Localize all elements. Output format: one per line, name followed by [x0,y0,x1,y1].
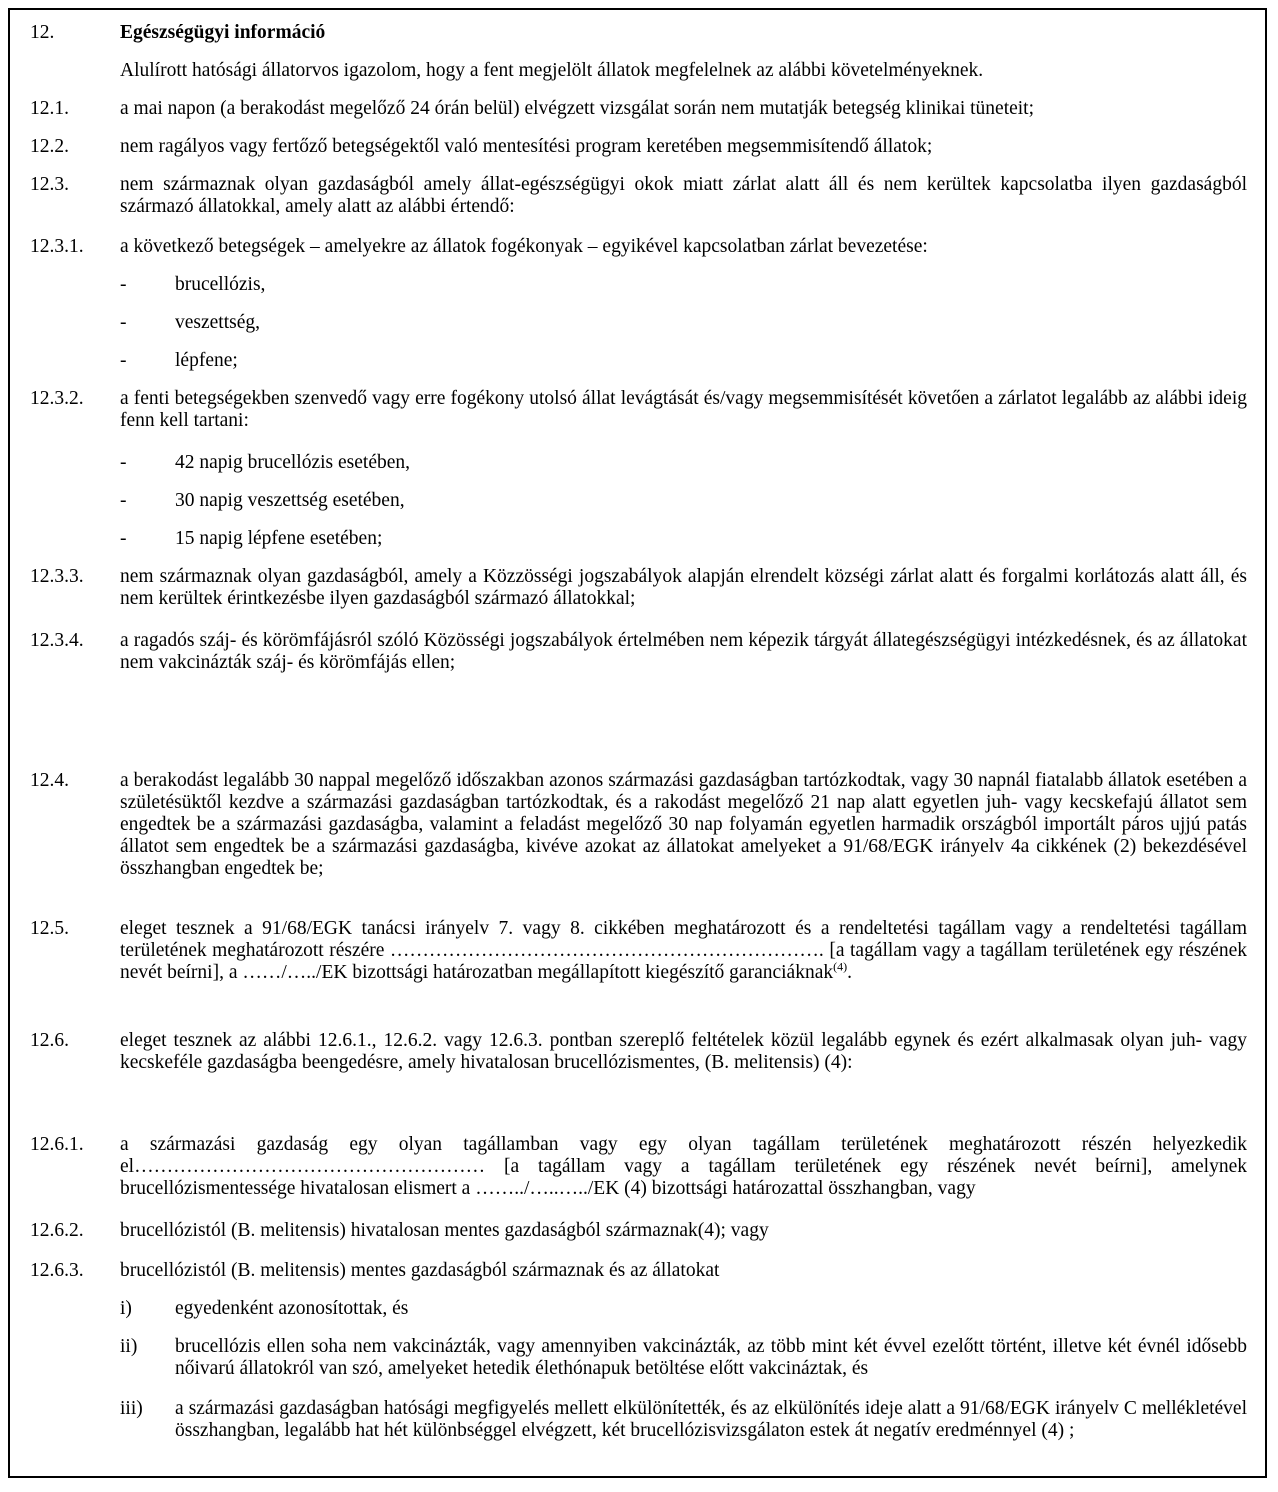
clause-text: a berakodást legalább 30 nappal megelőző időszakban azonos származási gazdaságban tartózkodtak, vagy 30 napnál fiatalabb állatok esetében a születésüktől kezdve a származási gazdaságban tartózkodtak, és a rakodást megelőző 21 nap alatt egyetlen juh- vagy kecskefajú állatot sem engedtek be a származási gazdaságba, valamint a feladást megelőző 30 nap folyamán egyetlen harmadik országból importált páros ujjú patás állatot sem engedtek be a származási gazdaságba, kivéve azokat az állatokat amelyeket a 91/68/EGK irányelv 4a cikkének (2) bekezdésével összhangban engedtek be; [120,770,1247,879]
clause-number: 12.3.1. [30,236,84,257]
clause-number: 12.3.3. [30,566,84,587]
list-item-text: lépfene; [175,350,238,371]
section-number: 12. [30,22,55,43]
clause-number: 12.3.2. [30,388,84,409]
roman-marker: iii) [120,1398,143,1419]
list-dash: - [120,312,127,333]
clause-text: eleget tesznek az alábbi 12.6.1., 12.6.2. vagy 12.6.3. pontban szereplő feltételek közül legalább egynek és ezért alkalmasak olyan juh- vagy kecskeféle gazdaságba beengedésre, amely hivatalosan brucellózismentes, (B. melitensis) (4): [120,1030,1247,1073]
section-title: Egészségügyi információ [120,22,326,43]
list-item-text: veszettség, [175,312,261,333]
clause-number: 12.3. [30,174,69,195]
clause-text: a származási gazdaság egy olyan tagállamban vagy egy olyan tagállam területének meghatározott részén helyezkedik el……………………………………………… [a tagállam vagy a tagállam területének egy részének nevét beírni], amelynek brucellózismentessége hivatalosan elismert a ……../…..…../EK (4) bizottsági határozattal összhangban, vagy [120,1134,1247,1199]
list-item-text: brucellózis, [175,274,266,295]
roman-item-text: a származási gazdaságban hatósági megfigyelés mellett elkülönítették, és az elkülönítés ideje alatt a 91/68/EGK irányelv C mellékletével összhangban, legalább hat hét különbséggel elvégzett, két brucellózisvizsgálaton estek át negatív eredménnyel (4) ; [175,1398,1247,1441]
roman-item-text: egyedenként azonosítottak, és [175,1298,409,1319]
list-dash: - [120,452,127,473]
clause-text: brucellózistól (B. melitensis) hivatalosan mentes gazdaságból származnak(4); vagy [120,1220,769,1241]
clause-text-body: eleget tesznek a 91/68/EGK tanácsi irányelv 7. vagy 8. cikkében meghatározott és a rendeltetési tagállam vagy a rendeltetési tagállam területének meghatározott részére …………………………………………………………. [a tagállam vagy a tagállam területének egy részének nevét beírni], a ……/…../EK bizottsági határozatban megállapított kiegészítő garanciáknak [120,918,1247,983]
list-dash: - [120,350,127,371]
clause-number: 12.6.1. [30,1134,84,1155]
roman-marker: i) [120,1298,132,1319]
clause-number: 12.6. [30,1030,69,1051]
roman-item-text: brucellózis ellen soha nem vakcinázták, vagy amennyiben vakcinázták, az több mint két évvel ezelőtt történt, illetve két évnél idősebb nőivarú állatokról van szó, amelyeket hetedik élethónapuk betöltése előtt vakcináztak, és [175,1336,1247,1379]
clause-number: 12.6.2. [30,1220,84,1241]
clause-text [120,918,1247,984]
list-item-text: 42 napig brucellózis esetében, [175,452,410,473]
list-dash: - [120,274,127,295]
clause-number: 12.3.4. [30,630,84,651]
clause-text: a fenti betegségekben szenvedő vagy erre fogékony utolsó állat levágtását és/vagy megsemmisítését követően a zárlatot legalább az alábbi ideig fenn kell tartani: [120,388,1247,431]
clause-text: a ragadós száj- és körömfájásról szóló Közösségi jogszabályok értelmében nem képezik tárgyát állategészségügyi intézkedésnek, és az állatokat nem vakcinázták száj- és körömfájás ellen; [120,630,1247,673]
list-item-text: 15 napig lépfene esetében; [175,528,383,549]
clause-text: a következő betegségek – amelyekre az állatok fogékonyak – egyikével kapcsolatban zárlat bevezetése: [120,236,928,257]
clause-number: 12.2. [30,136,69,157]
clause-text-end: . [847,962,852,983]
clause-number: 12.1. [30,98,69,119]
clause-text: a mai napon (a berakodást megelőző 24 órán belül) elvégzett vizsgálat során nem mutatják betegség klinikai tüneteit; [120,98,1035,119]
clause-text: nem ragályos vagy fertőző betegségektől való mentesítési program keretében megsemmisítendő állatok; [120,136,933,157]
clause-number: 12.4. [30,770,69,791]
certificate-section-frame [8,8,1267,1478]
footnote-ref: (4) [833,959,848,974]
clause-number: 12.6.3. [30,1260,84,1281]
clause-number: 12.5. [30,918,69,939]
list-item-text: 30 napig veszettség esetében, [175,490,405,511]
list-dash: - [120,528,127,549]
roman-marker: ii) [120,1336,138,1357]
list-dash: - [120,490,127,511]
clause-text: nem származnak olyan gazdaságból amely állat-egészségügyi okok miatt zárlat alatt áll és nem kerültek kapcsolatba ilyen gazdaságból származó állatokkal, amely alatt az alábbi értendő: [120,174,1247,217]
clause-text: brucellózistól (B. melitensis) mentes gazdaságból származnak és az állatokat [120,1260,720,1281]
intro-text: Alulírott hatósági állatorvos igazolom, hogy a fent megjelölt állatok megfelelnek az alábbi követelményeknek. [120,60,984,81]
clause-text: nem származnak olyan gazdaságból, amely a Közzösségi jogszabályok alapján elrendelt községi zárlat alatt és forgalmi korlátozás alatt áll, és nem kerültek érintkezésbe ilyen gazdaságból származó állatokkal; [120,566,1247,609]
